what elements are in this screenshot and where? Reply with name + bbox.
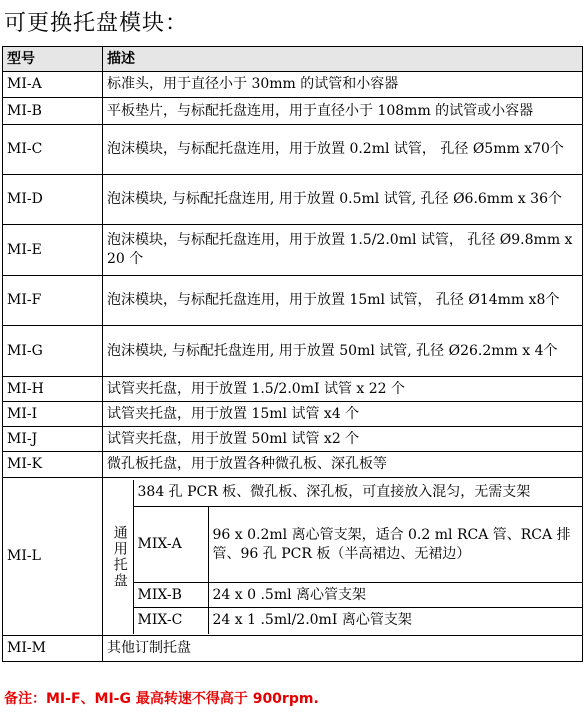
table-row <box>3 175 583 225</box>
table-row <box>3 636 583 662</box>
table-row <box>3 452 583 478</box>
row-description: 泡沫模块, 与标配托盘连用, 用于放置 0.5ml 试管, 孔径 Ø6.6mm x 36个 <box>103 175 583 225</box>
row-model: MI-I <box>3 402 103 427</box>
header-model: 型号 <box>3 47 103 72</box>
table-row <box>3 98 583 125</box>
row-model: MI-D <box>3 175 103 225</box>
row-description: 微孔板托盘，用于放置各种微孔板、深孔板等 <box>103 452 583 478</box>
row-description: 其他订制托盘 <box>103 636 583 662</box>
table-row-mil <box>3 478 583 636</box>
row-model: MI-J <box>3 427 103 452</box>
row-description: 试管夹托盘，用于放置 1.5/2.0mI 试管 x 22 个 <box>103 377 583 402</box>
mil-detail-cell <box>103 478 583 636</box>
row-description: 标准头，用于直径小于 30mm 的试管和小容器 <box>103 72 583 98</box>
table-row <box>3 377 583 402</box>
row-model: MI-E <box>3 225 103 276</box>
mil-top-description: 384 孔 PCR 板、微孔板、深孔板，可直接放入混匀，无需支架 <box>133 480 582 507</box>
row-model: MI-G <box>3 326 103 377</box>
row-model: MI-F <box>3 276 103 326</box>
sub-model: MIX-B <box>133 583 208 608</box>
header-description: 描述 <box>103 47 583 72</box>
row-model: MI-B <box>3 98 103 125</box>
spec-table <box>2 46 583 662</box>
table-row <box>3 326 583 377</box>
row-description: 泡沫模块，与标配托盘连用，用于放置 1.5/2.0ml 试管， 孔径 Ø9.8mm x 20 个 <box>103 225 583 276</box>
table-row <box>3 225 583 276</box>
table-row <box>3 125 583 175</box>
row-model: MI-M <box>3 636 103 662</box>
sub-model: MIX-C <box>133 608 208 634</box>
row-description: 泡沫模块，与标配托盘连用，用于放置 0.2ml 试管， 孔径 Ø5mm x70个 <box>103 125 583 175</box>
sub-description: 24 x 1 .5ml/2.0mI 离心管支架 <box>208 608 582 634</box>
row-description: 泡沫模块，与标配托盘连用，用于放置 15ml 试管， 孔径 Ø14mm x8个 <box>103 276 583 326</box>
row-model: MI-L <box>3 478 103 636</box>
row-model: MI-A <box>3 72 103 98</box>
sub-model: MIX-A <box>133 507 208 583</box>
row-description: 泡沫模块, 与标配托盘连用, 用于放置 50ml 试管, 孔径 Ø26.2mm x 4个 <box>103 326 583 377</box>
row-model: MI-C <box>3 125 103 175</box>
table-row <box>3 402 583 427</box>
page-title: 可更换托盘模块： <box>4 11 189 36</box>
table-row <box>3 276 583 326</box>
row-model: MI-K <box>3 452 103 478</box>
sub-description: 96 x 0.2ml 离心管支架，适合 0.2 ml RCA 管、RCA 排管、96 孔 PCR 板（半高裙边、无裙边） <box>208 507 582 583</box>
sub-description: 24 x 0 .5ml 离心管支架 <box>208 583 582 608</box>
table-row <box>3 427 583 452</box>
footnote: 备注：MI-F、MI-G 最高转速不得高于 900rpm. <box>4 691 319 707</box>
row-model: MI-H <box>3 377 103 402</box>
row-description: 平板垫片，与标配托盘连用，用于直径小于 108mm 的试管或小容器 <box>103 98 583 125</box>
mil-inner-table <box>103 480 582 634</box>
row-description: 试管夹托盘，用于放置 15ml 试管 x4 个 <box>103 402 583 427</box>
row-description: 试管夹托盘，用于放置 50ml 试管 x2 个 <box>103 427 583 452</box>
table-header-row <box>3 47 583 72</box>
group-label: 通用托盘 <box>103 480 133 634</box>
table-row <box>3 72 583 98</box>
